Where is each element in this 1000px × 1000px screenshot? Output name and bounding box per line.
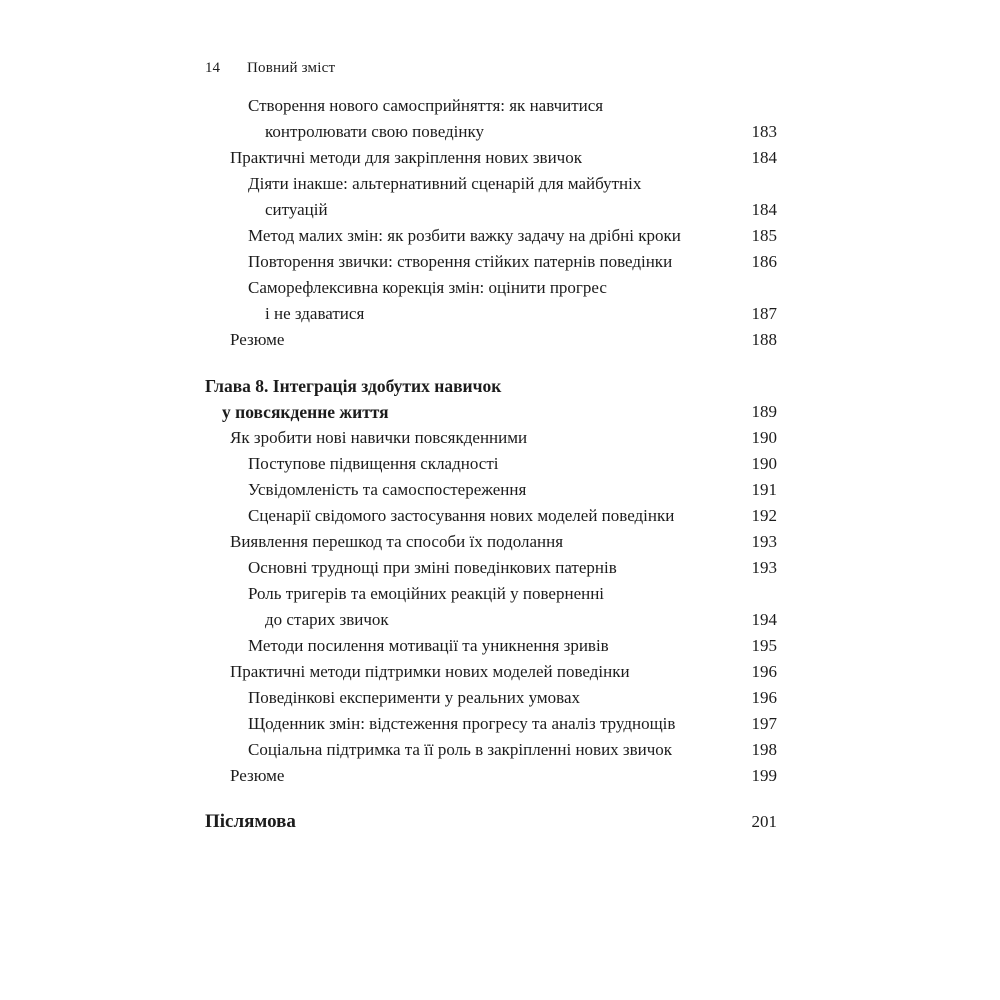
toc-entry-page-number: 190 <box>751 454 777 473</box>
toc-entry-title <box>248 249 731 275</box>
toc-entry-page-number: 183 <box>751 122 777 141</box>
toc-entry-title <box>248 685 731 711</box>
toc-entry <box>205 477 777 503</box>
toc-entry-page-number: 185 <box>751 226 777 245</box>
toc-entry <box>205 763 777 789</box>
toc-entry-title <box>230 327 731 353</box>
toc-entry-line: Поступове підвищення складності <box>248 454 499 473</box>
toc-entry-page-number: 184 <box>751 148 777 167</box>
toc-entry-title <box>248 711 731 737</box>
toc-entry <box>205 711 777 737</box>
toc-entry-line: Саморефлексивна корекція змін: оцінити прогрес <box>248 278 607 297</box>
toc-entry-page-number: 189 <box>751 402 777 421</box>
toc-entry <box>205 249 777 275</box>
toc-entry-page-number: 193 <box>751 532 777 551</box>
toc-entry-title <box>248 171 731 223</box>
toc-entry-line: Сценарії свідомого застосування нових моделей поведінки <box>248 506 675 525</box>
toc-entry <box>205 503 777 529</box>
toc-entry-title <box>248 633 731 659</box>
toc-entry <box>205 809 777 835</box>
toc-entry-page-number: 193 <box>751 558 777 577</box>
toc-entry-title <box>205 809 731 835</box>
toc-entry-page-number: 201 <box>751 812 777 831</box>
running-head <box>205 60 777 77</box>
toc-entry-page-number: 194 <box>751 610 777 629</box>
toc-entry-page-number: 198 <box>751 740 777 759</box>
toc-entry-line: Роль тригерів та емоційних реакцій у поверненні <box>248 584 605 603</box>
toc-entry <box>205 451 777 477</box>
toc-entry-title <box>230 529 731 555</box>
toc-entry-page-number: 187 <box>751 304 777 323</box>
toc-entry-line: Післямова <box>205 811 296 832</box>
toc-entry-line: Резюме <box>230 766 285 785</box>
toc-entry-line: Методи посилення мотивації та уникнення зривів <box>248 636 609 655</box>
toc-entry-line: Повторення звички: створення стійких патернів поведінки <box>248 252 673 271</box>
toc-entry-line: у повсякденне життя <box>222 402 389 422</box>
toc-entry-page-number: 192 <box>751 506 777 525</box>
toc-entry-title <box>248 503 731 529</box>
toc-entry-title <box>248 451 731 477</box>
toc-entry <box>205 581 777 633</box>
toc-entry <box>205 171 777 223</box>
toc-entry <box>205 373 777 425</box>
toc-entry-title <box>248 477 731 503</box>
toc-entry-title <box>248 223 731 249</box>
toc-entry-line: Глава 8. Інтеграція здобутих навичок <box>205 376 502 396</box>
toc-entry-page-number: 197 <box>751 714 777 733</box>
toc-entry-page-number: 191 <box>751 480 777 499</box>
toc-entry <box>205 93 777 145</box>
toc-entry-line: Щоденник змін: відстеження прогресу та аналіз труднощів <box>248 714 676 733</box>
toc-entry-page-number: 186 <box>751 252 777 271</box>
toc-entry <box>205 145 777 171</box>
toc-entry <box>205 737 777 763</box>
toc-entry-page-number: 196 <box>751 688 777 707</box>
toc-entry-line: Практичні методи для закріплення нових звичок <box>230 148 582 167</box>
toc-entry-title <box>230 425 731 451</box>
toc-entry-line: Поведінкові експерименти у реальних умовах <box>248 688 580 707</box>
toc-entry-page-number: 199 <box>751 766 777 785</box>
toc-entry-line: Основні труднощі при зміні поведінкових патернів <box>248 558 617 577</box>
toc-entry <box>205 659 777 685</box>
toc-entry <box>205 425 777 451</box>
toc-entry-line: ситуацій <box>265 200 328 219</box>
toc-entry-page-number: 190 <box>751 428 777 447</box>
toc-entry-title <box>248 737 731 763</box>
toc-entry-page-number: 188 <box>751 330 777 349</box>
toc-entry-line: Соціальна підтримка та її роль в закріпленні нових звичок <box>248 740 673 759</box>
toc-entry-line: Як зробити нові навички повсякденними <box>230 428 528 447</box>
page-content <box>205 60 777 835</box>
toc-entry-page-number: 195 <box>751 636 777 655</box>
toc-entry-title <box>248 555 731 581</box>
toc-entry <box>205 327 777 353</box>
toc-entry <box>205 555 777 581</box>
toc-entry-title <box>205 373 731 425</box>
toc-list <box>205 93 777 835</box>
toc-entry-title <box>230 763 731 789</box>
toc-entry-page-number: 184 <box>751 200 777 219</box>
toc-entry-line: Усвідомленість та самоспостереження <box>248 480 527 499</box>
toc-entry <box>205 529 777 555</box>
toc-entry-line: Резюме <box>230 330 285 349</box>
toc-entry <box>205 633 777 659</box>
toc-entry-title <box>230 145 731 171</box>
toc-entry-title <box>248 581 731 633</box>
toc-entry-line: Створення нового самосприйняття: як навчитися <box>248 96 604 115</box>
toc-entry-line: Практичні методи підтримки нових моделей поведінки <box>230 662 630 681</box>
page-number: 14 <box>205 60 220 76</box>
toc-entry-title <box>248 275 731 327</box>
toc-entry-line: Діяти інакше: альтернативний сценарій для майбутніх <box>248 174 642 193</box>
toc-entry-line: і не здаватися <box>265 304 365 323</box>
toc-entry-line: Виявлення перешкод та способи їх подолання <box>230 532 564 551</box>
running-head-title: Повний зміст <box>247 60 336 76</box>
toc-entry-page-number: 196 <box>751 662 777 681</box>
toc-entry <box>205 685 777 711</box>
toc-entry <box>205 275 777 327</box>
toc-entry <box>205 223 777 249</box>
toc-entry-line: до старих звичок <box>265 610 389 629</box>
toc-entry-title <box>230 659 731 685</box>
toc-entry-line: контролювати свою поведінку <box>265 122 485 141</box>
toc-entry-line: Метод малих змін: як розбити важку задачу на дрібні кроки <box>248 226 681 245</box>
toc-entry-title <box>248 93 731 145</box>
